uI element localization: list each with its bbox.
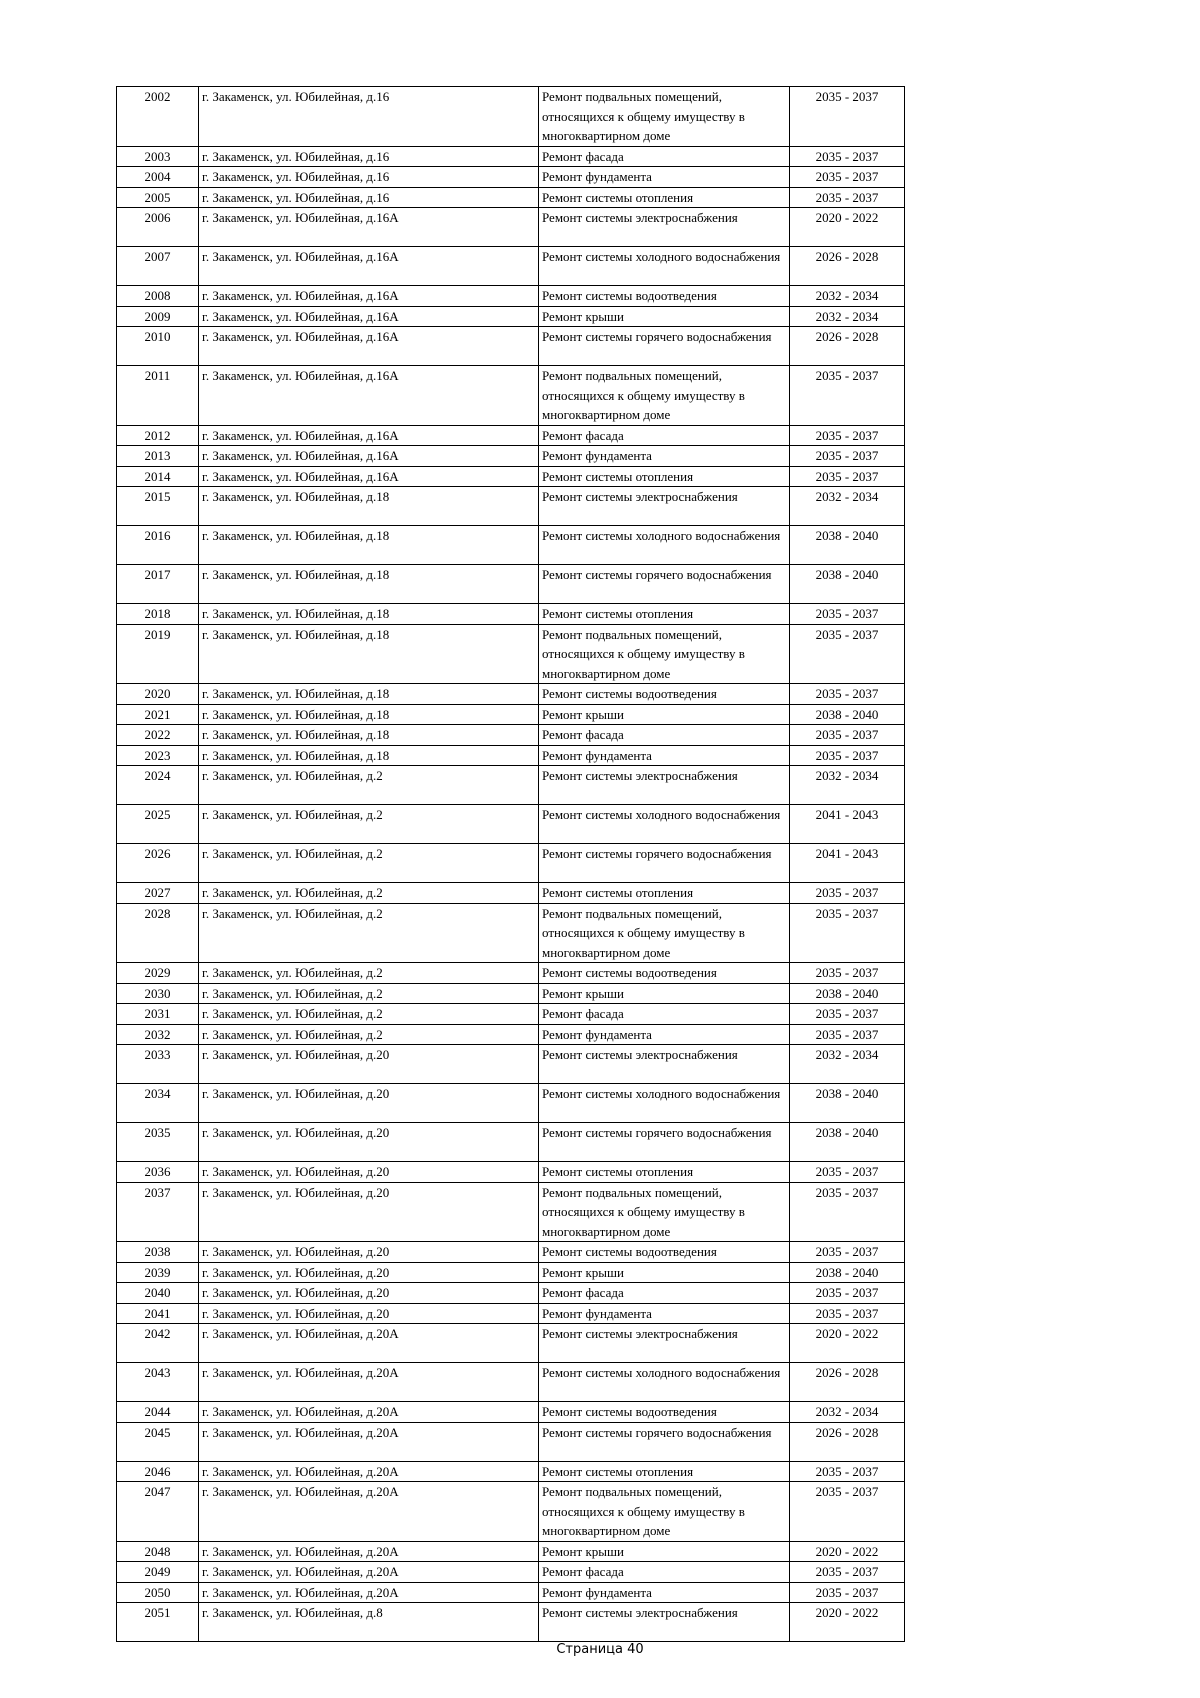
period-cell: 2020 - 2022 — [790, 1324, 905, 1363]
period-cell: 2035 - 2037 — [790, 963, 905, 984]
address-cell: г. Закаменск, ул. Юбилейная, д.20А — [199, 1562, 539, 1583]
table-row — [117, 425, 905, 446]
period-cell: 2026 - 2028 — [790, 1363, 905, 1402]
row-number-cell: 2025 — [117, 805, 199, 844]
address-cell: г. Закаменск, ул. Юбилейная, д.18 — [199, 704, 539, 725]
row-number-cell: 2023 — [117, 745, 199, 766]
period-cell: 2035 - 2037 — [790, 883, 905, 904]
address-cell: г. Закаменск, ул. Юбилейная, д.18 — [199, 604, 539, 625]
work-type-cell: Ремонт подвальных помещений, относящихся к общему имуществу в многоквартирном доме — [539, 624, 790, 684]
period-cell: 2035 - 2037 — [790, 1461, 905, 1482]
table-row — [117, 1303, 905, 1324]
work-type-cell: Ремонт системы отопления — [539, 883, 790, 904]
work-type-cell: Ремонт системы холодного водоснабжения — [539, 247, 790, 286]
table-row — [117, 1182, 905, 1242]
address-cell: г. Закаменск, ул. Юбилейная, д.2 — [199, 805, 539, 844]
address-cell: г. Закаменск, ул. Юбилейная, д.20А — [199, 1422, 539, 1461]
period-cell: 2035 - 2037 — [790, 466, 905, 487]
table-row — [117, 1324, 905, 1363]
row-number-cell: 2029 — [117, 963, 199, 984]
table-row — [117, 146, 905, 167]
address-cell: г. Закаменск, ул. Юбилейная, д.16А — [199, 425, 539, 446]
address-cell: г. Закаменск, ул. Юбилейная, д.20А — [199, 1482, 539, 1542]
address-cell: г. Закаменск, ул. Юбилейная, д.16 — [199, 87, 539, 147]
work-type-cell: Ремонт системы горячего водоснабжения — [539, 844, 790, 883]
row-number-cell: 2042 — [117, 1324, 199, 1363]
table-row — [117, 1123, 905, 1162]
period-cell: 2035 - 2037 — [790, 87, 905, 147]
row-number-cell: 2048 — [117, 1541, 199, 1562]
address-cell: г. Закаменск, ул. Юбилейная, д.18 — [199, 725, 539, 746]
row-number-cell: 2028 — [117, 903, 199, 963]
period-cell: 2038 - 2040 — [790, 1123, 905, 1162]
period-cell: 2038 - 2040 — [790, 1084, 905, 1123]
work-type-cell: Ремонт подвальных помещений, относящихся к общему имуществу в многоквартирном доме — [539, 366, 790, 426]
table-row — [117, 1262, 905, 1283]
period-cell: 2032 - 2034 — [790, 1045, 905, 1084]
period-cell: 2035 - 2037 — [790, 187, 905, 208]
period-cell: 2026 - 2028 — [790, 1422, 905, 1461]
table-row — [117, 1283, 905, 1304]
period-cell: 2035 - 2037 — [790, 1562, 905, 1583]
period-cell: 2035 - 2037 — [790, 725, 905, 746]
address-cell: г. Закаменск, ул. Юбилейная, д.18 — [199, 745, 539, 766]
table-row — [117, 466, 905, 487]
table-row — [117, 526, 905, 565]
address-cell: г. Закаменск, ул. Юбилейная, д.20 — [199, 1162, 539, 1183]
address-cell: г. Закаменск, ул. Юбилейная, д.20 — [199, 1262, 539, 1283]
period-cell: 2026 - 2028 — [790, 327, 905, 366]
table-row — [117, 1162, 905, 1183]
period-cell: 2035 - 2037 — [790, 366, 905, 426]
row-number-cell: 2045 — [117, 1422, 199, 1461]
period-cell: 2020 - 2022 — [790, 1541, 905, 1562]
work-type-cell: Ремонт системы холодного водоснабжения — [539, 1363, 790, 1402]
period-cell: 2035 - 2037 — [790, 604, 905, 625]
work-type-cell: Ремонт фасада — [539, 1004, 790, 1025]
work-type-cell: Ремонт системы электроснабжения — [539, 1324, 790, 1363]
row-number-cell: 2033 — [117, 1045, 199, 1084]
address-cell: г. Закаменск, ул. Юбилейная, д.16А — [199, 286, 539, 307]
table-row — [117, 1422, 905, 1461]
period-cell: 2035 - 2037 — [790, 167, 905, 188]
period-cell: 2035 - 2037 — [790, 1182, 905, 1242]
table-row — [117, 766, 905, 805]
row-number-cell: 2021 — [117, 704, 199, 725]
period-cell: 2038 - 2040 — [790, 704, 905, 725]
period-cell: 2035 - 2037 — [790, 1283, 905, 1304]
address-cell: г. Закаменск, ул. Юбилейная, д.20 — [199, 1283, 539, 1304]
address-cell: г. Закаменск, ул. Юбилейная, д.16А — [199, 327, 539, 366]
work-type-cell: Ремонт крыши — [539, 1541, 790, 1562]
work-type-cell: Ремонт системы электроснабжения — [539, 766, 790, 805]
table-row — [117, 1363, 905, 1402]
row-number-cell: 2009 — [117, 306, 199, 327]
row-number-cell: 2046 — [117, 1461, 199, 1482]
table-row — [117, 844, 905, 883]
table-row — [117, 1004, 905, 1025]
work-type-cell: Ремонт подвальных помещений, относящихся к общему имуществу в многоквартирном доме — [539, 903, 790, 963]
period-cell: 2035 - 2037 — [790, 903, 905, 963]
row-number-cell: 2005 — [117, 187, 199, 208]
address-cell: г. Закаменск, ул. Юбилейная, д.16А — [199, 466, 539, 487]
row-number-cell: 2014 — [117, 466, 199, 487]
table-row — [117, 306, 905, 327]
table-row — [117, 1461, 905, 1482]
work-type-cell: Ремонт системы горячего водоснабжения — [539, 565, 790, 604]
address-cell: г. Закаменск, ул. Юбилейная, д.20 — [199, 1123, 539, 1162]
address-cell: г. Закаменск, ул. Юбилейная, д.16 — [199, 167, 539, 188]
row-number-cell: 2007 — [117, 247, 199, 286]
work-type-cell: Ремонт системы электроснабжения — [539, 1603, 790, 1642]
work-type-cell: Ремонт подвальных помещений, относящихся к общему имуществу в многоквартирном доме — [539, 1182, 790, 1242]
address-cell: г. Закаменск, ул. Юбилейная, д.16А — [199, 247, 539, 286]
row-number-cell: 2020 — [117, 684, 199, 705]
period-cell: 2035 - 2037 — [790, 1582, 905, 1603]
work-type-cell: Ремонт фасада — [539, 725, 790, 746]
period-cell: 2020 - 2022 — [790, 208, 905, 247]
work-type-cell: Ремонт системы отопления — [539, 187, 790, 208]
table-row — [117, 604, 905, 625]
table-row — [117, 1603, 905, 1642]
work-type-cell: Ремонт системы водоотведения — [539, 1402, 790, 1423]
row-number-cell: 2037 — [117, 1182, 199, 1242]
table-row — [117, 725, 905, 746]
table-row — [117, 1482, 905, 1542]
work-type-cell: Ремонт фундамента — [539, 167, 790, 188]
address-cell: г. Закаменск, ул. Юбилейная, д.2 — [199, 844, 539, 883]
table-row — [117, 487, 905, 526]
work-type-cell: Ремонт системы водоотведения — [539, 684, 790, 705]
address-cell: г. Закаменск, ул. Юбилейная, д.18 — [199, 487, 539, 526]
work-type-cell: Ремонт системы горячего водоснабжения — [539, 327, 790, 366]
work-type-cell: Ремонт фасада — [539, 146, 790, 167]
period-cell: 2035 - 2037 — [790, 146, 905, 167]
table-row — [117, 1084, 905, 1123]
table-row — [117, 1402, 905, 1423]
row-number-cell: 2031 — [117, 1004, 199, 1025]
address-cell: г. Закаменск, ул. Юбилейная, д.16 — [199, 187, 539, 208]
work-type-cell: Ремонт крыши — [539, 983, 790, 1004]
table-row — [117, 1242, 905, 1263]
row-number-cell: 2050 — [117, 1582, 199, 1603]
row-number-cell: 2030 — [117, 983, 199, 1004]
table-body — [117, 87, 905, 1642]
address-cell: г. Закаменск, ул. Юбилейная, д.2 — [199, 883, 539, 904]
period-cell: 2041 - 2043 — [790, 805, 905, 844]
row-number-cell: 2036 — [117, 1162, 199, 1183]
period-cell: 2041 - 2043 — [790, 844, 905, 883]
row-number-cell: 2047 — [117, 1482, 199, 1542]
row-number-cell: 2040 — [117, 1283, 199, 1304]
table-row — [117, 1562, 905, 1583]
row-number-cell: 2034 — [117, 1084, 199, 1123]
row-number-cell: 2003 — [117, 146, 199, 167]
address-cell: г. Закаменск, ул. Юбилейная, д.2 — [199, 1004, 539, 1025]
address-cell: г. Закаменск, ул. Юбилейная, д.20 — [199, 1182, 539, 1242]
work-type-cell: Ремонт системы холодного водоснабжения — [539, 526, 790, 565]
work-type-cell: Ремонт крыши — [539, 1262, 790, 1283]
work-type-cell: Ремонт крыши — [539, 704, 790, 725]
row-number-cell: 2002 — [117, 87, 199, 147]
work-type-cell: Ремонт крыши — [539, 306, 790, 327]
period-cell: 2035 - 2037 — [790, 624, 905, 684]
address-cell: г. Закаменск, ул. Юбилейная, д.16 — [199, 146, 539, 167]
work-type-cell: Ремонт подвальных помещений, относящихся к общему имуществу в многоквартирном доме — [539, 1482, 790, 1542]
table-row — [117, 963, 905, 984]
period-cell: 2038 - 2040 — [790, 983, 905, 1004]
work-type-cell: Ремонт фасада — [539, 425, 790, 446]
period-cell: 2020 - 2022 — [790, 1603, 905, 1642]
row-number-cell: 2026 — [117, 844, 199, 883]
row-number-cell: 2012 — [117, 425, 199, 446]
table-row — [117, 187, 905, 208]
period-cell: 2035 - 2037 — [790, 1242, 905, 1263]
row-number-cell: 2008 — [117, 286, 199, 307]
period-cell: 2035 - 2037 — [790, 1303, 905, 1324]
table-row — [117, 366, 905, 426]
table-row — [117, 684, 905, 705]
work-type-cell: Ремонт системы горячего водоснабжения — [539, 1422, 790, 1461]
work-type-cell: Ремонт системы отопления — [539, 604, 790, 625]
address-cell: г. Закаменск, ул. Юбилейная, д.8 — [199, 1603, 539, 1642]
row-number-cell: 2049 — [117, 1562, 199, 1583]
work-type-cell: Ремонт системы отопления — [539, 466, 790, 487]
period-cell: 2026 - 2028 — [790, 247, 905, 286]
work-type-cell: Ремонт фасада — [539, 1283, 790, 1304]
work-type-cell: Ремонт фундамента — [539, 1582, 790, 1603]
address-cell: г. Закаменск, ул. Юбилейная, д.2 — [199, 1024, 539, 1045]
address-cell: г. Закаменск, ул. Юбилейная, д.20А — [199, 1582, 539, 1603]
row-number-cell: 2017 — [117, 565, 199, 604]
work-type-cell: Ремонт фундамента — [539, 446, 790, 467]
table-row — [117, 446, 905, 467]
table-row — [117, 903, 905, 963]
address-cell: г. Закаменск, ул. Юбилейная, д.16А — [199, 208, 539, 247]
address-cell: г. Закаменск, ул. Юбилейная, д.18 — [199, 624, 539, 684]
address-cell: г. Закаменск, ул. Юбилейная, д.16А — [199, 366, 539, 426]
repair-schedule-table — [116, 86, 905, 1642]
table-row — [117, 167, 905, 188]
table-row — [117, 745, 905, 766]
work-type-cell: Ремонт системы водоотведения — [539, 963, 790, 984]
row-number-cell: 2019 — [117, 624, 199, 684]
row-number-cell: 2035 — [117, 1123, 199, 1162]
row-number-cell: 2015 — [117, 487, 199, 526]
work-type-cell: Ремонт системы отопления — [539, 1162, 790, 1183]
address-cell: г. Закаменск, ул. Юбилейная, д.2 — [199, 766, 539, 805]
table-row — [117, 805, 905, 844]
address-cell: г. Закаменск, ул. Юбилейная, д.2 — [199, 983, 539, 1004]
address-cell: г. Закаменск, ул. Юбилейная, д.20 — [199, 1045, 539, 1084]
period-cell: 2035 - 2037 — [790, 1004, 905, 1025]
work-type-cell: Ремонт системы водоотведения — [539, 286, 790, 307]
table-row — [117, 327, 905, 366]
address-cell: г. Закаменск, ул. Юбилейная, д.16А — [199, 306, 539, 327]
work-type-cell: Ремонт фундамента — [539, 1303, 790, 1324]
row-number-cell: 2039 — [117, 1262, 199, 1283]
row-number-cell: 2051 — [117, 1603, 199, 1642]
table-row — [117, 1045, 905, 1084]
period-cell: 2035 - 2037 — [790, 1482, 905, 1542]
table-row — [117, 1582, 905, 1603]
address-cell: г. Закаменск, ул. Юбилейная, д.2 — [199, 963, 539, 984]
address-cell: г. Закаменск, ул. Юбилейная, д.2 — [199, 903, 539, 963]
address-cell: г. Закаменск, ул. Юбилейная, д.20А — [199, 1402, 539, 1423]
work-type-cell: Ремонт системы холодного водоснабжения — [539, 1084, 790, 1123]
row-number-cell: 2013 — [117, 446, 199, 467]
work-type-cell: Ремонт системы электроснабжения — [539, 208, 790, 247]
address-cell: г. Закаменск, ул. Юбилейная, д.20А — [199, 1363, 539, 1402]
address-cell: г. Закаменск, ул. Юбилейная, д.20 — [199, 1242, 539, 1263]
row-number-cell: 2022 — [117, 725, 199, 746]
table-row — [117, 1541, 905, 1562]
address-cell: г. Закаменск, ул. Юбилейная, д.16А — [199, 446, 539, 467]
period-cell: 2032 - 2034 — [790, 487, 905, 526]
work-type-cell: Ремонт подвальных помещений, относящихся к общему имуществу в многоквартирном доме — [539, 87, 790, 147]
work-type-cell: Ремонт системы электроснабжения — [539, 1045, 790, 1084]
row-number-cell: 2011 — [117, 366, 199, 426]
address-cell: г. Закаменск, ул. Юбилейная, д.18 — [199, 565, 539, 604]
row-number-cell: 2004 — [117, 167, 199, 188]
period-cell: 2035 - 2037 — [790, 446, 905, 467]
period-cell: 2032 - 2034 — [790, 1402, 905, 1423]
row-number-cell: 2006 — [117, 208, 199, 247]
period-cell: 2035 - 2037 — [790, 1162, 905, 1183]
table-row — [117, 624, 905, 684]
address-cell: г. Закаменск, ул. Юбилейная, д.20 — [199, 1303, 539, 1324]
row-number-cell: 2043 — [117, 1363, 199, 1402]
row-number-cell: 2010 — [117, 327, 199, 366]
period-cell: 2032 - 2034 — [790, 766, 905, 805]
period-cell: 2035 - 2037 — [790, 1024, 905, 1045]
period-cell: 2038 - 2040 — [790, 1262, 905, 1283]
row-number-cell: 2024 — [117, 766, 199, 805]
address-cell: г. Закаменск, ул. Юбилейная, д.20А — [199, 1541, 539, 1562]
address-cell: г. Закаменск, ул. Юбилейная, д.20А — [199, 1461, 539, 1482]
table-row — [117, 883, 905, 904]
period-cell: 2032 - 2034 — [790, 286, 905, 307]
period-cell: 2035 - 2037 — [790, 684, 905, 705]
row-number-cell: 2027 — [117, 883, 199, 904]
period-cell: 2038 - 2040 — [790, 526, 905, 565]
work-type-cell: Ремонт фундамента — [539, 1024, 790, 1045]
table-row — [117, 1024, 905, 1045]
table-row — [117, 565, 905, 604]
row-number-cell: 2038 — [117, 1242, 199, 1263]
table-row — [117, 286, 905, 307]
table-row — [117, 87, 905, 147]
address-cell: г. Закаменск, ул. Юбилейная, д.18 — [199, 526, 539, 565]
work-type-cell: Ремонт системы отопления — [539, 1461, 790, 1482]
work-type-cell: Ремонт фундамента — [539, 745, 790, 766]
table-row — [117, 208, 905, 247]
period-cell: 2032 - 2034 — [790, 306, 905, 327]
work-type-cell: Ремонт системы горячего водоснабжения — [539, 1123, 790, 1162]
address-cell: г. Закаменск, ул. Юбилейная, д.20А — [199, 1324, 539, 1363]
work-type-cell: Ремонт фасада — [539, 1562, 790, 1583]
work-type-cell: Ремонт системы водоотведения — [539, 1242, 790, 1263]
row-number-cell: 2016 — [117, 526, 199, 565]
page-number: Страница 40 — [556, 1642, 644, 1657]
address-cell: г. Закаменск, ул. Юбилейная, д.18 — [199, 684, 539, 705]
table-row — [117, 704, 905, 725]
row-number-cell: 2032 — [117, 1024, 199, 1045]
row-number-cell: 2044 — [117, 1402, 199, 1423]
table-row — [117, 247, 905, 286]
period-cell: 2035 - 2037 — [790, 745, 905, 766]
address-cell: г. Закаменск, ул. Юбилейная, д.20 — [199, 1084, 539, 1123]
table-row — [117, 983, 905, 1004]
work-type-cell: Ремонт системы холодного водоснабжения — [539, 805, 790, 844]
row-number-cell: 2018 — [117, 604, 199, 625]
row-number-cell: 2041 — [117, 1303, 199, 1324]
period-cell: 2035 - 2037 — [790, 425, 905, 446]
work-type-cell: Ремонт системы электроснабжения — [539, 487, 790, 526]
period-cell: 2038 - 2040 — [790, 565, 905, 604]
